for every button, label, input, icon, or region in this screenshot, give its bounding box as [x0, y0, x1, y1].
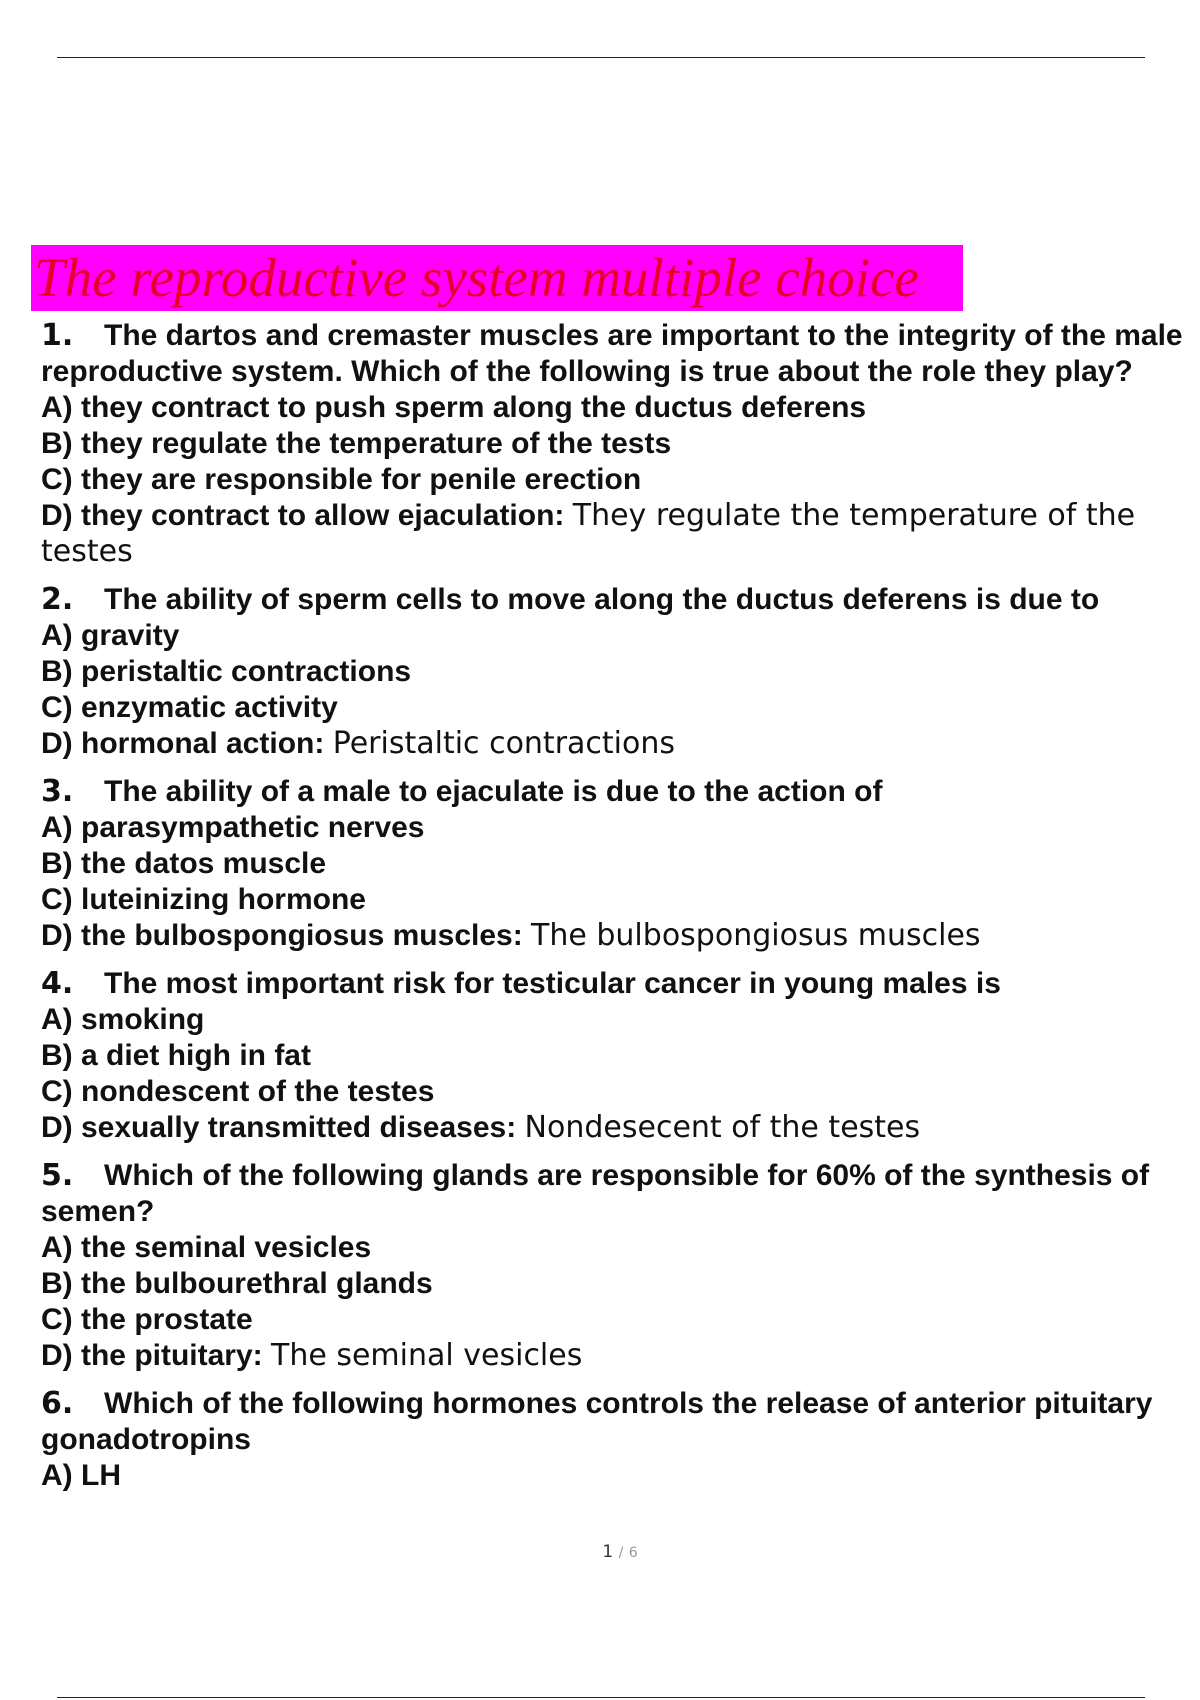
- answer-text: The seminal vesicles: [271, 1338, 583, 1373]
- page-separator: /: [618, 1545, 624, 1561]
- page-indicator: [0, 1542, 1200, 1562]
- option-d: [41, 1338, 1191, 1374]
- question-text: The most important risk for testicular cancer in young males is: [104, 967, 1001, 1000]
- option-d-text: D) the pituitary:: [41, 1339, 263, 1372]
- option-d: [41, 726, 1191, 762]
- option-a: A) smoking: [41, 1003, 205, 1036]
- option-c: C) they are responsible for penile erection: [41, 463, 642, 496]
- question-number: 1.: [41, 318, 74, 353]
- option-a: A) the seminal vesicles: [41, 1231, 372, 1264]
- question-4: [41, 966, 1191, 1146]
- question-number: 6.: [41, 1386, 74, 1421]
- question-number: 3.: [41, 774, 74, 809]
- option-c: C) enzymatic activity: [41, 691, 338, 724]
- document-title: The reproductive system multiple choice: [34, 247, 919, 308]
- answer-text: Nondesecent of the testes: [524, 1110, 921, 1145]
- option-a: A) gravity: [41, 619, 180, 652]
- question-number: 2.: [41, 582, 74, 617]
- option-d-text: D) sexually transmitted diseases:: [41, 1111, 517, 1144]
- option-d: [41, 498, 1191, 570]
- title-highlight: [31, 245, 963, 311]
- option-a: A) LH: [41, 1459, 121, 1492]
- option-b: B) peristaltic contractions: [41, 655, 412, 688]
- question-number: 5.: [41, 1158, 74, 1193]
- question-5: [41, 1158, 1191, 1374]
- option-c: C) luteinizing hormone: [41, 883, 366, 916]
- page-total: 6: [628, 1545, 638, 1561]
- question-text: Which of the following hormones controls the release of anterior pituitary gonadotropins: [41, 1387, 1153, 1456]
- question-3: [41, 774, 1191, 954]
- option-b: B) the datos muscle: [41, 847, 327, 880]
- question-1: [41, 318, 1191, 570]
- question-6: [41, 1386, 1191, 1494]
- option-a: A) parasympathetic nerves: [41, 811, 425, 844]
- option-b: B) a diet high in fat: [41, 1039, 311, 1072]
- question-text: Which of the following glands are responsible for 60% of the synthesis of semen?: [41, 1159, 1150, 1228]
- question-text: The ability of a male to ejaculate is due to the action of: [104, 775, 883, 808]
- question-text: The ability of sperm cells to move along the ductus deferens is due to: [104, 583, 1100, 616]
- option-d: [41, 1110, 1191, 1146]
- answer-text: They regulate the temperature of the testes: [41, 498, 1136, 569]
- option-d-text: D) the bulbospongiosus muscles:: [41, 919, 523, 952]
- option-d: [41, 918, 1191, 954]
- answer-text: The bulbospongiosus muscles: [531, 918, 981, 953]
- top-rule: [57, 57, 1145, 58]
- question-number: 4.: [41, 966, 74, 1001]
- question-2: [41, 582, 1191, 762]
- bottom-rule: [57, 1697, 1145, 1698]
- page-current: 1: [602, 1542, 614, 1562]
- option-c: C) the prostate: [41, 1303, 253, 1336]
- question-list: [41, 318, 1191, 1506]
- option-d-text: D) hormonal action:: [41, 727, 325, 760]
- answer-text: Peristaltic contractions: [332, 726, 676, 761]
- question-text: The dartos and cremaster muscles are important to the integrity of the male reproductive system. Which of the following is true about the role they play?: [41, 319, 1183, 388]
- option-a: A) they contract to push sperm along the ductus deferens: [41, 391, 867, 424]
- option-b: B) they regulate the temperature of the tests: [41, 427, 672, 460]
- option-c: C) nondescent of the testes: [41, 1075, 435, 1108]
- option-d-text: D) they contract to allow ejaculation:: [41, 499, 565, 532]
- option-b: B) the bulbourethral glands: [41, 1267, 433, 1300]
